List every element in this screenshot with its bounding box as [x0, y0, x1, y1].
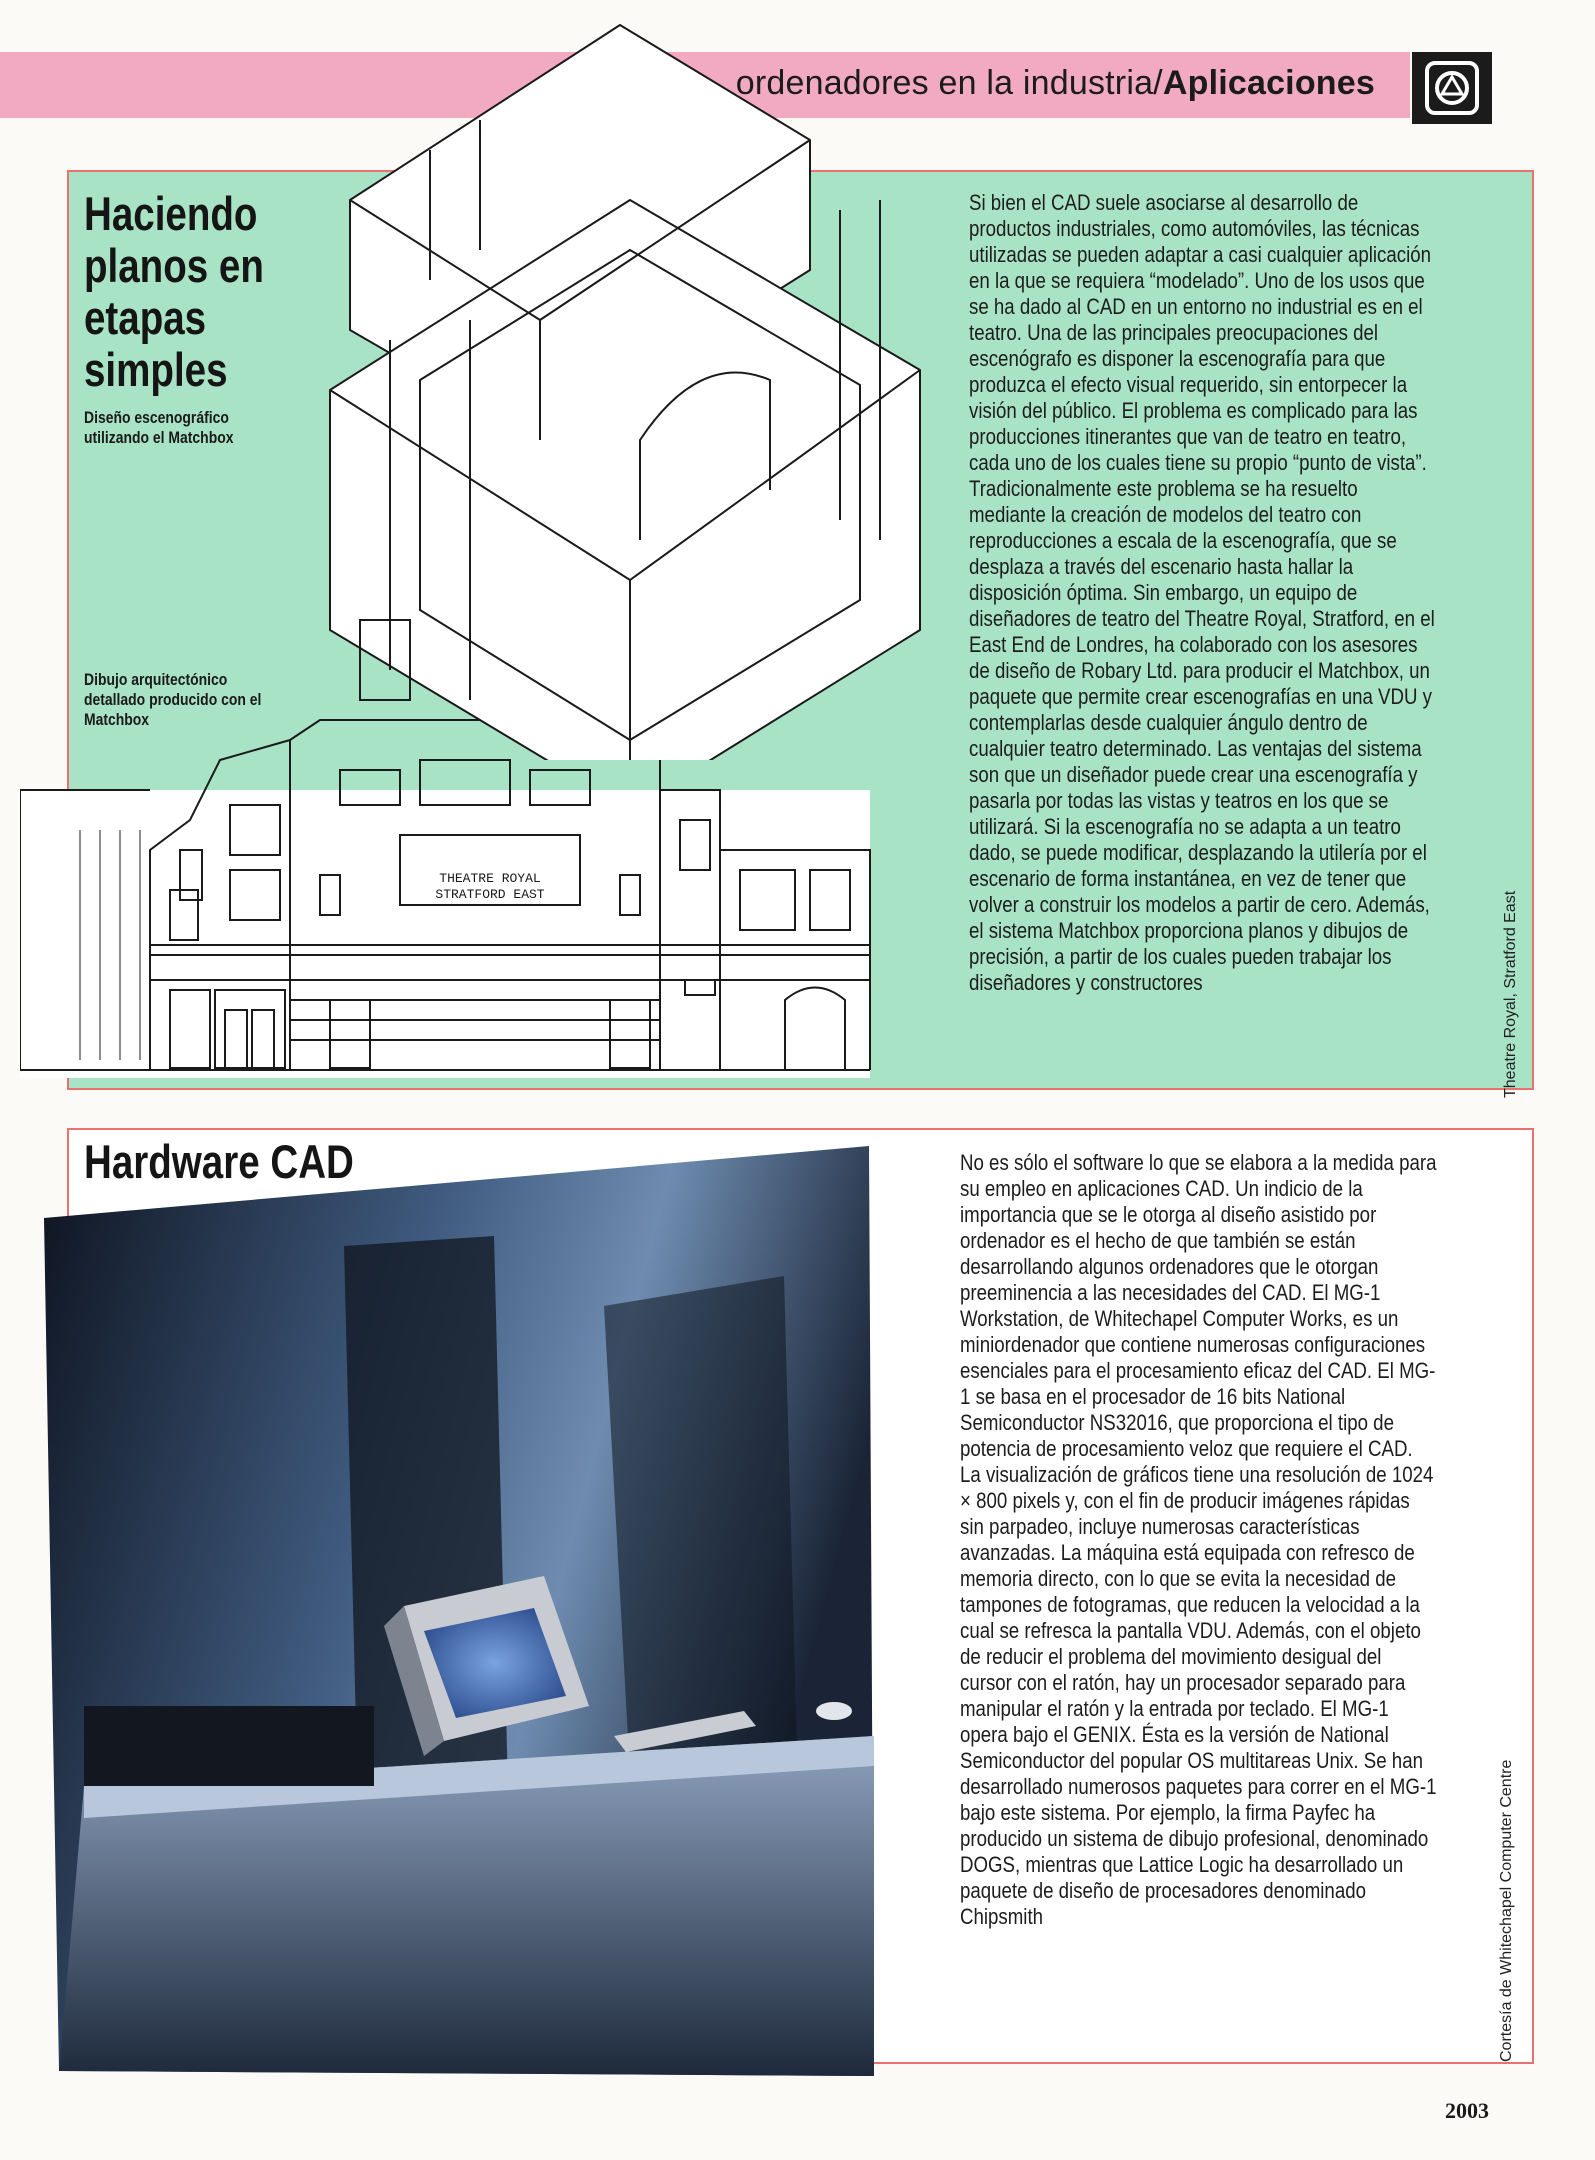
- page-number: 2003: [1445, 2098, 1489, 2123]
- header-title-bold: Aplicaciones: [1162, 64, 1375, 102]
- workstation-photo: [44, 1146, 874, 2076]
- article-body-bottom: No es sólo el software lo que se elabora a la medida para su empleo en aplicaciones CAD. Un indicio de la importancia que se le otorga al diseño asistido por ordenador es el hecho de que también se están desarrollando algunos ordenadores que le otorgan preeminencia a las necesidades del CAD. El MG-1 Workstation, de Whitechapel Computer Works, es un miniordenador que contiene numerosas configuraciones esenciales para el procesamiento eficaz del CAD. El MG-1 se basa en el procesador de 16 bits National Semiconductor NS32016, que proporciona el tipo de potencia de procesamiento veloz que requiere el CAD. La visualización de gráficos tiene una resolución de 1024 × 800 pixels y, con el fin de producir imágenes rápidas sin parpadeo, incluye numerosas características avanzadas. La máquina está equipada con refresco de memoria directo, con lo que se evita la necesidad de tampones de fotogramas, que reducen la velocidad a la cual se refresca la pantalla VDU. Además, con el objeto de reducir el problema del movimiento desigual del cursor con el ratón, hay un procesador separado para manipular el ratón y la entrada por teclado. El MG-1 opera bajo el GENIX. Ésta es la versión de National Semiconductor del popular OS multitareas Unix. Se han desarrollado numerosos paquetes para correr en el MG-1 bajo este sistema. Por ejemplo, la firma Payfec ha producido un sistema de dibujo profesional, denominado DOGS, mientras que Lattice Logic ha desarrollado un paquete de diseño de procesadores denominado Chipsmith: [960, 1150, 1437, 1929]
- photo-credit-top: Theatre Royal, Stratford East: [1502, 890, 1519, 1098]
- article-title-bottom: Hardware CAD: [84, 1135, 354, 1188]
- photo-credit-bottom: Cortesía de Whitechapel Computer Centre: [1498, 1759, 1515, 2062]
- theatre-sign-line1: THEATRE ROYAL: [439, 871, 541, 886]
- theatre-sign-line2: STRATFORD EAST: [435, 887, 545, 902]
- triangle-circle-emblem-icon: [1412, 52, 1492, 124]
- article-subtitle-top: Diseño escenográfico utilizando el Matchbox: [84, 408, 234, 447]
- drawing-caption: Dibujo arquitectónico detallado producido con el Matchbox: [84, 670, 262, 729]
- header-title-plain: ordenadores en la industria/: [735, 64, 1163, 102]
- article-title-top: Haciendo planos en etapas simples: [84, 187, 264, 396]
- article-body-top: Si bien el CAD suele asociarse al desarrollo de productos industriales, como automóviles, las técnicas utilizadas se pueden adaptar a casi cualquier aplicación en la que se requiera “modelado”. Uno de los usos que se ha dado al CAD en un entorno no industrial es en el teatro. Una de las principales preocupaciones del escenógrafo es disponer la escenografía para que produzca el efecto visual requerido, sin entorpecer la visión del público. El problema es complicado para las producciones itinerantes que van de teatro en teatro, cada uno de los cuales tiene su propio “punto de vista”. Tradicionalmente este problema se ha resuelto mediante la creación de modelos del teatro con reproducciones a escala de la escenografía, que se desplaza a través del escenario hasta hallar la disposición óptima. Sin embargo, un equipo de diseñadores de teatro del Theatre Royal, Stratford, en el East End de Londres, ha colaborado con los asesores de diseño de Robary Ltd. para producir el Matchbox, un paquete que permite crear escenografías en una VDU y contemplarlas desde cualquier ángulo dentro de cualquier teatro determinado. Las ventajas del sistema son que un diseñador puede crear una escenografía y pasarla por todas las vistas y teatros en los que se utilizará. Si la escenografía no se adapta a un teatro dado, se puede modificar, desplazando la utilería por el escenario de forma instantánea, en vez de tener que volver a construir los modelos a partir de cero. Además, el sistema Matchbox proporciona planos y dibujos de precisión, a partir de los cuales pueden trabajar los diseñadores y constructores: [969, 190, 1435, 995]
- isometric-stage-set-drawing: [300, 20, 940, 760]
